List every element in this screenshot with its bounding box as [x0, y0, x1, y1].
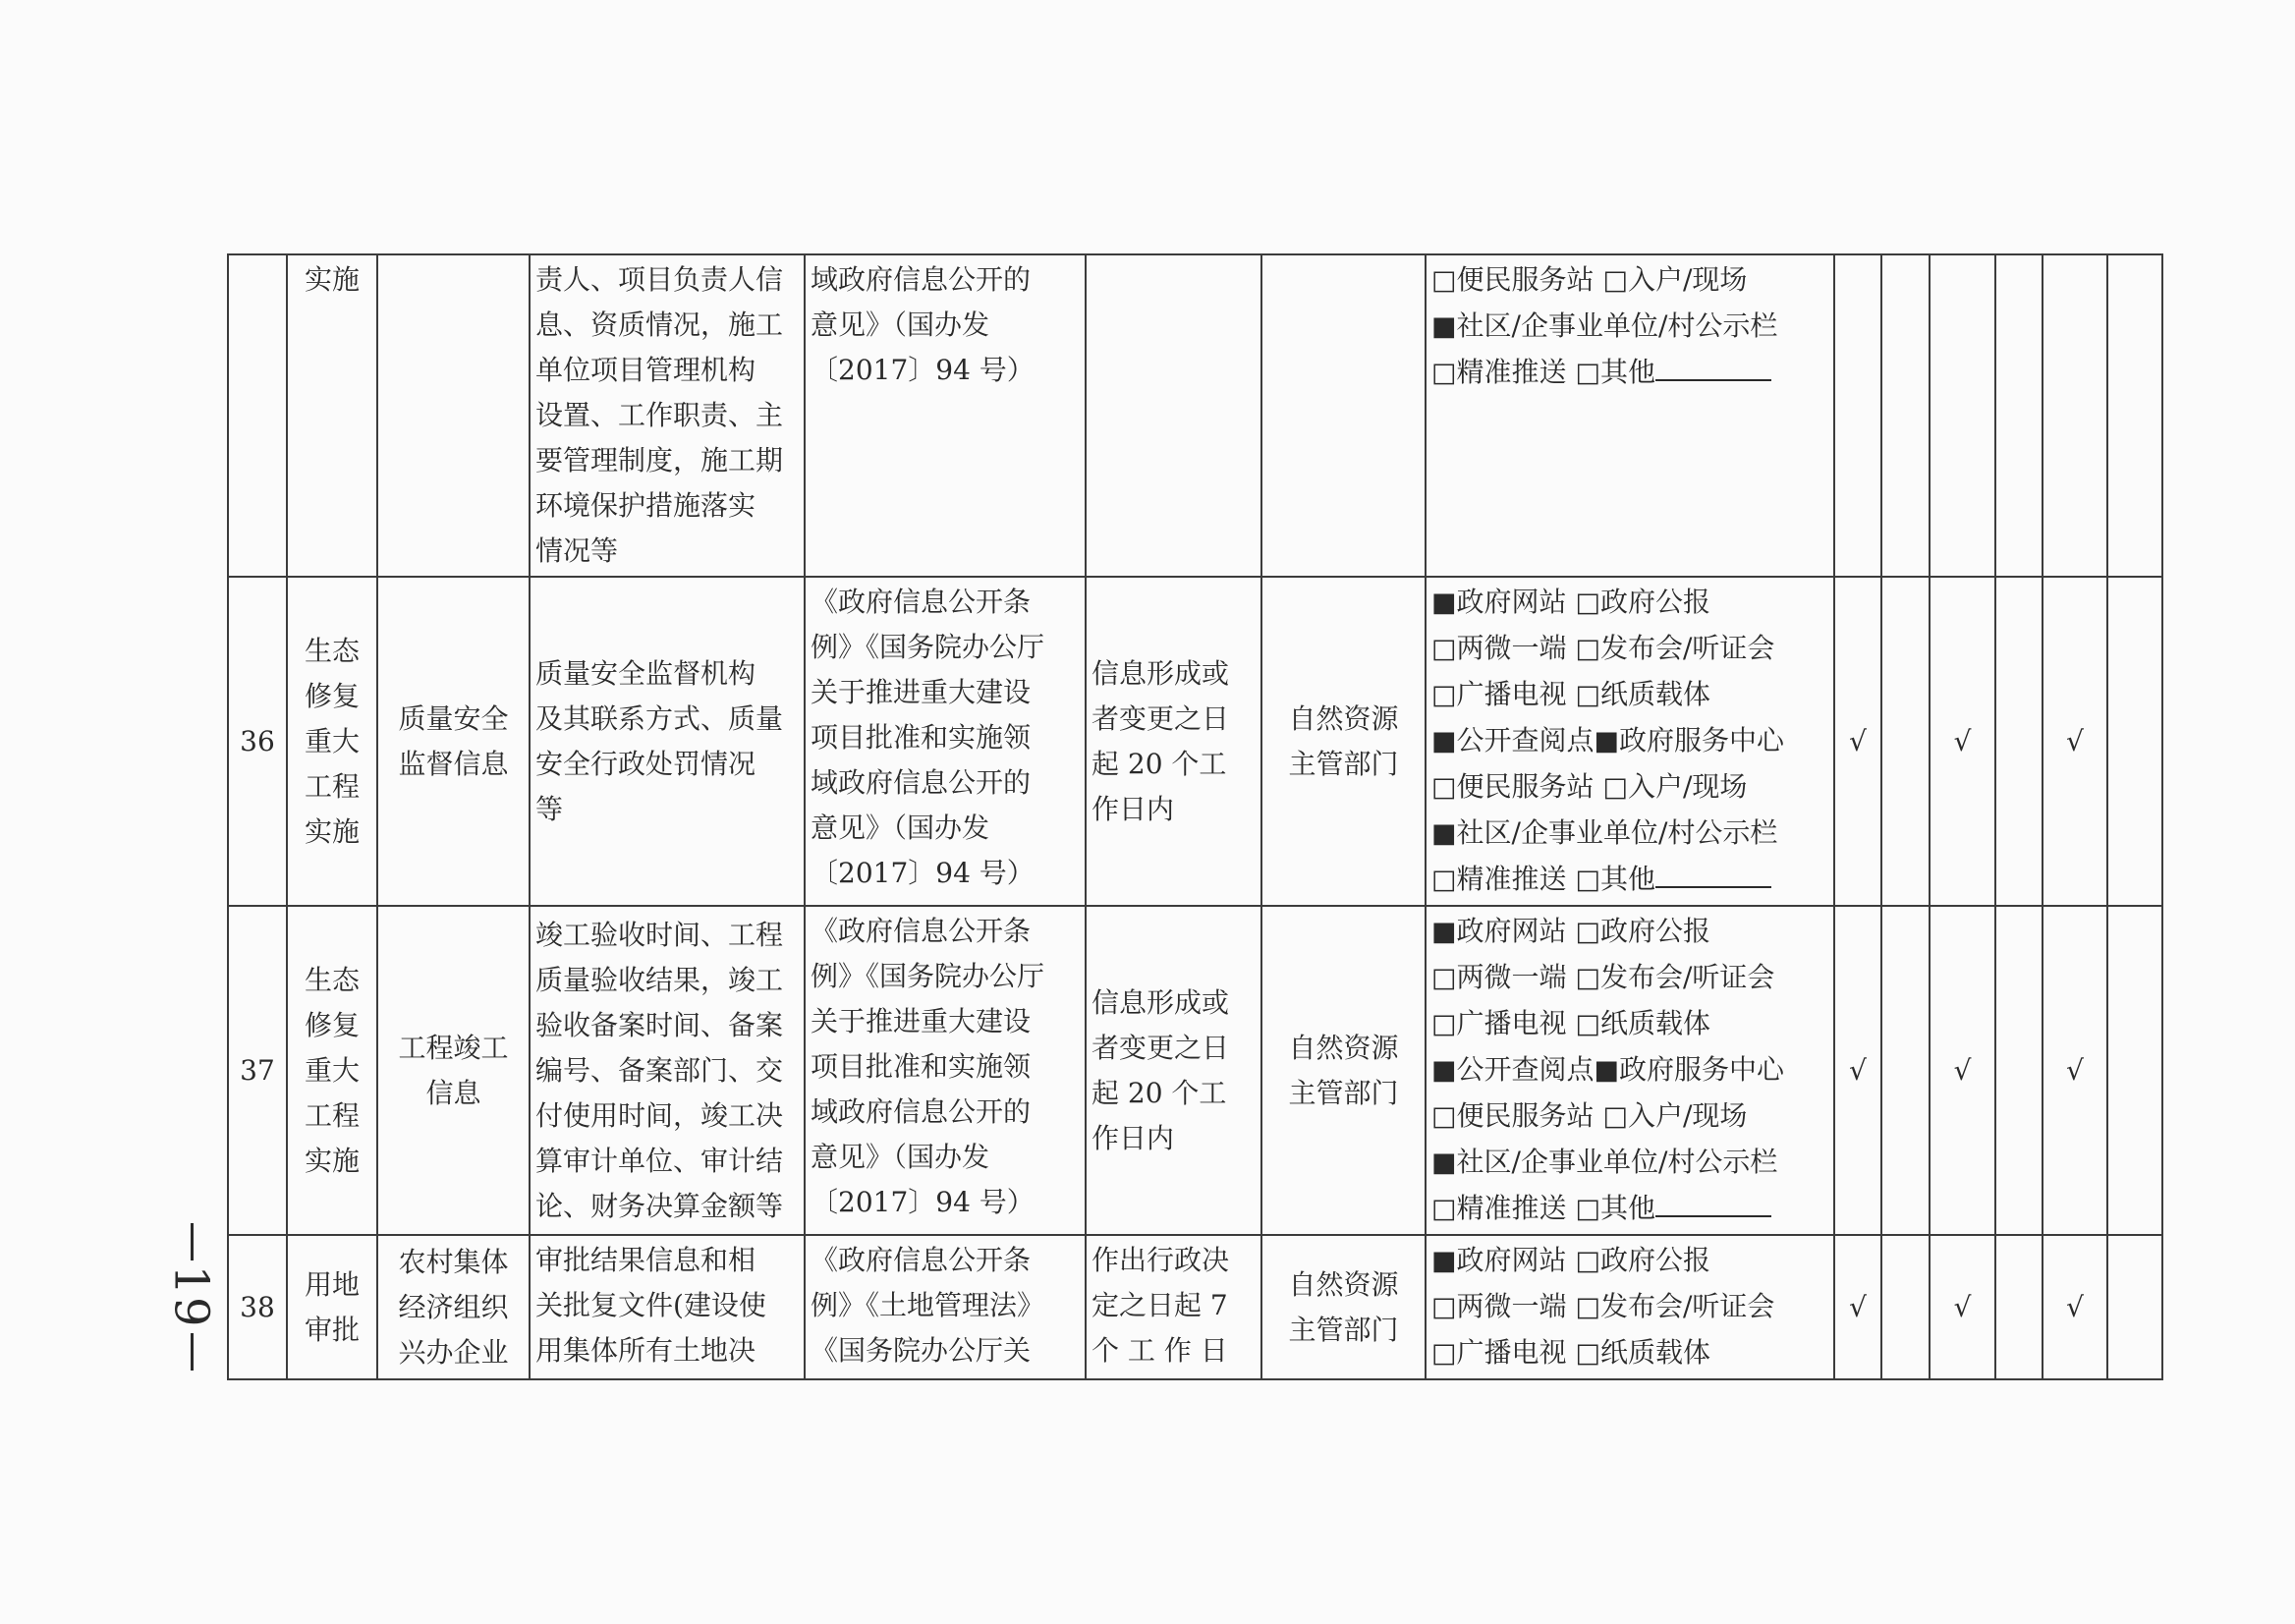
checkbox-icon: □	[1575, 1292, 1600, 1322]
check-mark-cell	[2043, 254, 2107, 577]
table-row	[228, 577, 2162, 906]
checkbox-icon: □	[1575, 917, 1600, 947]
channel-label-other: 其他	[1599, 1192, 1655, 1224]
checkbox-icon: □	[1431, 772, 1457, 803]
checked-box-icon: ■	[1431, 726, 1457, 756]
channels-cell	[1426, 1235, 1834, 1379]
channels-cell	[1426, 577, 1834, 906]
check-mark-cell: √	[2043, 1235, 2107, 1379]
checkbox-icon: □	[1431, 265, 1457, 296]
checkbox-icon: □	[1602, 772, 1628, 803]
channel-label-two-micro: 两微一端	[1456, 961, 1567, 993]
checkbox-icon: □	[1431, 1101, 1457, 1132]
checkbox-icon: □	[1575, 358, 1600, 388]
check-mark-cell: √	[1930, 906, 1995, 1235]
checkbox-icon: □	[1602, 265, 1628, 296]
check-mark-cell	[1834, 254, 1881, 577]
checkbox-icon: □	[1602, 1101, 1628, 1132]
category-char: 实施	[304, 814, 360, 848]
checked-box-icon: ■	[1431, 1246, 1457, 1276]
channel-line	[1431, 672, 1828, 718]
channel-label-other: 其他	[1599, 863, 1655, 895]
row-number: 37	[228, 906, 287, 1235]
channel-label-door: 入户/现场	[1627, 1099, 1748, 1132]
channel-line	[1431, 350, 1828, 396]
check-mark-cell	[1881, 254, 1930, 577]
checked-box-icon: ■	[1594, 1055, 1620, 1086]
category-char: 修复	[304, 679, 360, 712]
channel-line	[1431, 857, 1828, 903]
channel-line	[1431, 1186, 1828, 1232]
check-mark-cell: √	[1834, 906, 1881, 1235]
channel-line	[1431, 909, 1828, 955]
category-cell	[287, 577, 377, 906]
channel-line	[1431, 1047, 1828, 1093]
category-char: 审批	[304, 1313, 360, 1346]
checkbox-icon: □	[1431, 358, 1457, 388]
department-cell	[1261, 254, 1426, 577]
check-mark-cell	[1881, 577, 1930, 906]
channel-line	[1431, 718, 1828, 764]
channel-label-push: 精准推送	[1456, 1192, 1567, 1224]
content-cell: 责人、项目负责人信 息、资质情况，施工 单位项目管理机构 设置、工作职责、主 要管理制度，施工期 环境保护措施落实 情况等	[530, 254, 805, 577]
basis-cell: 域政府信息公开的 意见》（国办发 〔2017〕94 号）	[805, 254, 1086, 577]
check-mark-cell: √	[1930, 577, 1995, 906]
checked-box-icon: ■	[1431, 311, 1457, 342]
category-char: 实施	[304, 263, 360, 296]
channel-label-website: 政府网站	[1456, 915, 1567, 947]
channel-line	[1431, 1330, 1828, 1376]
category-char: 用地	[304, 1267, 360, 1301]
channel-label-broadcast: 广播电视	[1456, 1007, 1567, 1039]
checked-box-icon: ■	[1431, 588, 1457, 618]
row-number: 36	[228, 577, 287, 906]
check-mark-cell	[1995, 577, 2043, 906]
checkbox-icon: □	[1575, 680, 1600, 710]
checked-box-icon: ■	[1431, 1055, 1457, 1086]
content-cell: 审批结果信息和相 关批复文件(建设使 用集体所有土地决	[530, 1235, 805, 1379]
fill-in-blank	[1655, 1186, 1771, 1217]
channel-label-two-micro: 两微一端	[1456, 1290, 1567, 1322]
table-row	[228, 254, 2162, 577]
deadline-cell	[1086, 254, 1261, 577]
checkbox-icon: □	[1431, 680, 1457, 710]
basis-cell: 《政府信息公开条 例》《国务院办公厅 关于推进重大建设 项目批准和实施领 域政府信息公开的 意见》（国办发 〔2017〕94 号）	[805, 577, 1086, 906]
checkbox-icon: □	[1431, 963, 1457, 993]
item-cell: 农村集体 经济组织 兴办企业	[377, 1235, 530, 1379]
channel-line	[1431, 626, 1828, 672]
item-cell: 质量安全 监督信息	[377, 577, 530, 906]
channel-line	[1431, 580, 1828, 626]
category-char: 修复	[304, 1008, 360, 1041]
table-row	[228, 906, 2162, 1235]
page-number-dash	[191, 1223, 194, 1260]
channel-label-gazette: 政府公报	[1599, 586, 1710, 618]
channel-label-bulletin: 社区/企事业单位/村公示栏	[1456, 309, 1778, 342]
checked-box-icon: ■	[1594, 726, 1620, 756]
channel-label-service-station: 便民服务站	[1456, 1099, 1595, 1132]
category-cell	[287, 1235, 377, 1379]
channel-label-door: 入户/现场	[1627, 770, 1748, 803]
channels-cell	[1426, 254, 1834, 577]
channel-label-other: 其他	[1599, 356, 1655, 388]
check-mark-cell: √	[2043, 906, 2107, 1235]
checkbox-icon: □	[1575, 1194, 1600, 1224]
check-mark-cell	[1995, 1235, 2043, 1379]
category-cell	[287, 906, 377, 1235]
check-mark-cell: √	[1930, 1235, 1995, 1379]
channel-label-paper: 纸质载体	[1599, 1336, 1710, 1369]
channel-label-service-center: 政府服务中心	[1619, 1053, 1785, 1086]
check-mark-cell	[2107, 577, 2162, 906]
channel-line	[1431, 1093, 1828, 1140]
channel-label-broadcast: 广播电视	[1456, 678, 1567, 710]
channel-label-bulletin: 社区/企事业单位/村公示栏	[1456, 1146, 1778, 1178]
page-number	[157, 1223, 226, 1371]
checkbox-icon: □	[1575, 1338, 1600, 1369]
channel-label-reading-room: 公开查阅点	[1456, 1053, 1595, 1086]
channel-label-push: 精准推送	[1456, 356, 1567, 388]
check-mark-cell	[2107, 1235, 2162, 1379]
checkbox-icon: □	[1575, 1009, 1600, 1039]
checked-box-icon: ■	[1431, 1148, 1457, 1178]
channel-label-press: 发布会/听证会	[1599, 961, 1775, 993]
content-cell: 竣工验收时间、工程 质量验收结果，竣工 验收备案时间、备案 编号、备案部门、交 付使用时间，竣工决 算审计单位、审计结 论、财务决算金额等	[530, 906, 805, 1235]
channel-label-paper: 纸质载体	[1599, 678, 1710, 710]
channel-label-press: 发布会/听证会	[1599, 1290, 1775, 1322]
checkbox-icon: □	[1575, 634, 1600, 664]
check-mark-cell	[1881, 906, 1930, 1235]
category-char: 工程	[304, 769, 360, 803]
fill-in-blank	[1655, 350, 1771, 381]
channel-label-reading-room: 公开查阅点	[1456, 724, 1595, 756]
channel-line	[1431, 1001, 1828, 1047]
checkbox-icon: □	[1575, 1246, 1600, 1276]
checked-box-icon: ■	[1431, 818, 1457, 849]
checkbox-icon: □	[1575, 963, 1600, 993]
channel-label-service-station: 便民服务站	[1456, 770, 1595, 803]
category-char: 工程	[304, 1098, 360, 1132]
checkbox-icon: □	[1575, 865, 1600, 895]
item-cell: 工程竣工 信息	[377, 906, 530, 1235]
channel-label-two-micro: 两微一端	[1456, 632, 1567, 664]
category-cell	[287, 254, 377, 577]
deadline-cell: 作出行政决 定之日起 7 个 工 作 日	[1086, 1235, 1261, 1379]
basis-cell: 《政府信息公开条 例》《土地管理法》 《国务院办公厅关	[805, 1235, 1086, 1379]
check-mark-cell	[1881, 1235, 1930, 1379]
disclosure-table	[227, 253, 2163, 1380]
category-char: 重大	[304, 1053, 360, 1087]
category-char: 生态	[304, 634, 360, 667]
channel-line	[1431, 1284, 1828, 1330]
check-mark-cell: √	[1834, 1235, 1881, 1379]
checkbox-icon: □	[1431, 634, 1457, 664]
table-body	[228, 254, 2162, 1379]
fill-in-blank	[1655, 857, 1771, 888]
channel-line	[1431, 304, 1828, 350]
check-mark-cell: √	[1834, 577, 1881, 906]
check-mark-cell	[1995, 906, 2043, 1235]
department-cell: 自然资源 主管部门	[1261, 906, 1426, 1235]
content-cell: 质量安全监督机构 及其联系方式、质量 安全行政处罚情况 等	[530, 577, 805, 906]
channel-line	[1431, 1140, 1828, 1186]
deadline-cell: 信息形成或 者变更之日 起 20 个工 作日内	[1086, 906, 1261, 1235]
deadline-cell: 信息形成或 者变更之日 起 20 个工 作日内	[1086, 577, 1261, 906]
channel-label-gazette: 政府公报	[1599, 1244, 1710, 1276]
checked-box-icon: ■	[1431, 917, 1457, 947]
checkbox-icon: □	[1431, 1292, 1457, 1322]
checkbox-icon: □	[1431, 865, 1457, 895]
channel-label-door: 入户/现场	[1627, 263, 1748, 296]
department-cell: 自然资源 主管部门	[1261, 577, 1426, 906]
channel-label-service-station: 便民服务站	[1456, 263, 1595, 296]
page-number-text: 19	[163, 1264, 219, 1329]
channel-label-press: 发布会/听证会	[1599, 632, 1775, 664]
checkbox-icon: □	[1431, 1194, 1457, 1224]
channel-label-website: 政府网站	[1456, 586, 1567, 618]
check-mark-cell	[2107, 254, 2162, 577]
check-mark-cell	[1995, 254, 2043, 577]
department-cell: 自然资源 主管部门	[1261, 1235, 1426, 1379]
page-number-dash	[191, 1333, 194, 1371]
check-mark-cell: √	[2043, 577, 2107, 906]
channel-label-broadcast: 广播电视	[1456, 1336, 1567, 1369]
row-number	[228, 254, 287, 577]
channel-line	[1431, 257, 1828, 304]
check-mark-cell	[1930, 254, 1995, 577]
checkbox-icon: □	[1431, 1338, 1457, 1369]
channel-label-gazette: 政府公报	[1599, 915, 1710, 947]
item-cell	[377, 254, 530, 577]
channel-line	[1431, 764, 1828, 811]
row-number: 38	[228, 1235, 287, 1379]
channel-line	[1431, 955, 1828, 1001]
channel-label-paper: 纸质载体	[1599, 1007, 1710, 1039]
channel-line	[1431, 1238, 1828, 1284]
category-char: 生态	[304, 963, 360, 996]
basis-cell: 《政府信息公开条 例》《国务院办公厅 关于推进重大建设 项目批准和实施领 域政府信息公开的 意见》（国办发 〔2017〕94 号）	[805, 906, 1086, 1235]
table-row	[228, 1235, 2162, 1379]
checkbox-icon: □	[1575, 588, 1600, 618]
category-char: 重大	[304, 724, 360, 757]
check-mark-cell	[2107, 906, 2162, 1235]
channel-label-push: 精准推送	[1456, 863, 1567, 895]
channel-label-website: 政府网站	[1456, 1244, 1567, 1276]
channel-label-service-center: 政府服务中心	[1619, 724, 1785, 756]
channel-line	[1431, 811, 1828, 857]
checkbox-icon: □	[1431, 1009, 1457, 1039]
channels-cell	[1426, 906, 1834, 1235]
category-char: 实施	[304, 1144, 360, 1177]
channel-label-bulletin: 社区/企事业单位/村公示栏	[1456, 816, 1778, 849]
